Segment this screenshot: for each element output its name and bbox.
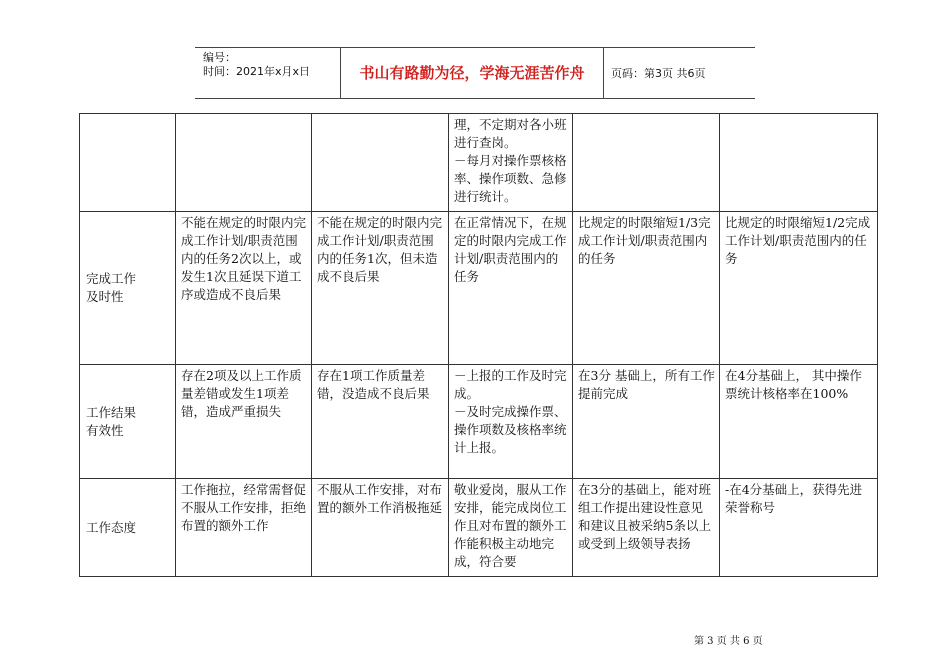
table-cell: －上报的工作及时完成。 －及时完成操作票、操作项数及核格率统计上报。 (449, 365, 573, 479)
table-cell: 不能在规定的时限内完成工作计划/职责范围内的任务1次，但未造成不良后果 (312, 212, 449, 365)
table-cell: 理，不定期对各小班进行查岗。 －每月对操作票核格率、操作项数、急修进行统计。 (449, 114, 573, 212)
header-motto: 书山有路勤为径，学海无涯苦作舟 (359, 64, 585, 82)
table-cell: 在4分基础上， 其中操作票统计核格率在100% (720, 365, 878, 479)
page-footer: 第 3 页 共 6 页 (694, 636, 763, 647)
table-cell (176, 114, 312, 212)
table-cell: 比规定的时限缩短1/3完成工作计划/职责范围内的任务 (573, 212, 720, 365)
table-cell: -在4分基础上，获得先进荣誉称号 (720, 479, 878, 577)
table-cell: 存在1项工作质量差错，没造成不良后果 (312, 365, 449, 479)
table-row (80, 365, 878, 479)
table-cell: 在3分 基础上，所有工作提前完成 (573, 365, 720, 479)
assessment-table (79, 113, 878, 577)
table-cell: 比规定的时限缩短1/2完成工作计划/职责范围内的任务 (720, 212, 878, 365)
number-label: 编号： (203, 51, 236, 64)
table-cell: 工作拖拉，经常需督促不服从工作安排，拒绝布置的额外工作 (176, 479, 312, 577)
row-label: 工作态度 (80, 479, 176, 577)
header-page-info: 页码：第3页 共6页 (611, 67, 706, 80)
table-cell (573, 114, 720, 212)
row-label (80, 114, 176, 212)
table-cell: 在3分的基础上，能对班组工作提出建设性意见和建议且被采纳5条以上或受到上级领导表扬 (573, 479, 720, 577)
table-row (80, 479, 878, 577)
table-cell (312, 114, 449, 212)
header-divider (603, 48, 604, 98)
page-header (195, 47, 755, 99)
time-label: 时间：2021年x月x日 (203, 65, 311, 78)
table-cell: 在正常情况下，在规定的时限内完成工作计划/职责范围内的任务 (449, 212, 573, 365)
row-label: 工作结果 有效性 (80, 365, 176, 479)
table-row (80, 212, 878, 365)
table-cell: 不能在规定的时限内完成工作计划/职责范围内的任务2次以上，或发生1次且延误下道工序或造成不良后果 (176, 212, 312, 365)
table-cell: 不服从工作安排，对布置的额外工作消极拖延 (312, 479, 449, 577)
row-label: 完成工作 及时性 (80, 212, 176, 365)
table-cell: 敬业爱岗，服从工作安排，能完成岗位工作且对布置的额外工作能积极主动地完成，符合要 (449, 479, 573, 577)
table-cell: 存在2项及以上工作质量差错或发生1项差错，造成严重损失 (176, 365, 312, 479)
header-meta (203, 51, 310, 79)
table-row (80, 114, 878, 212)
table-cell (720, 114, 878, 212)
